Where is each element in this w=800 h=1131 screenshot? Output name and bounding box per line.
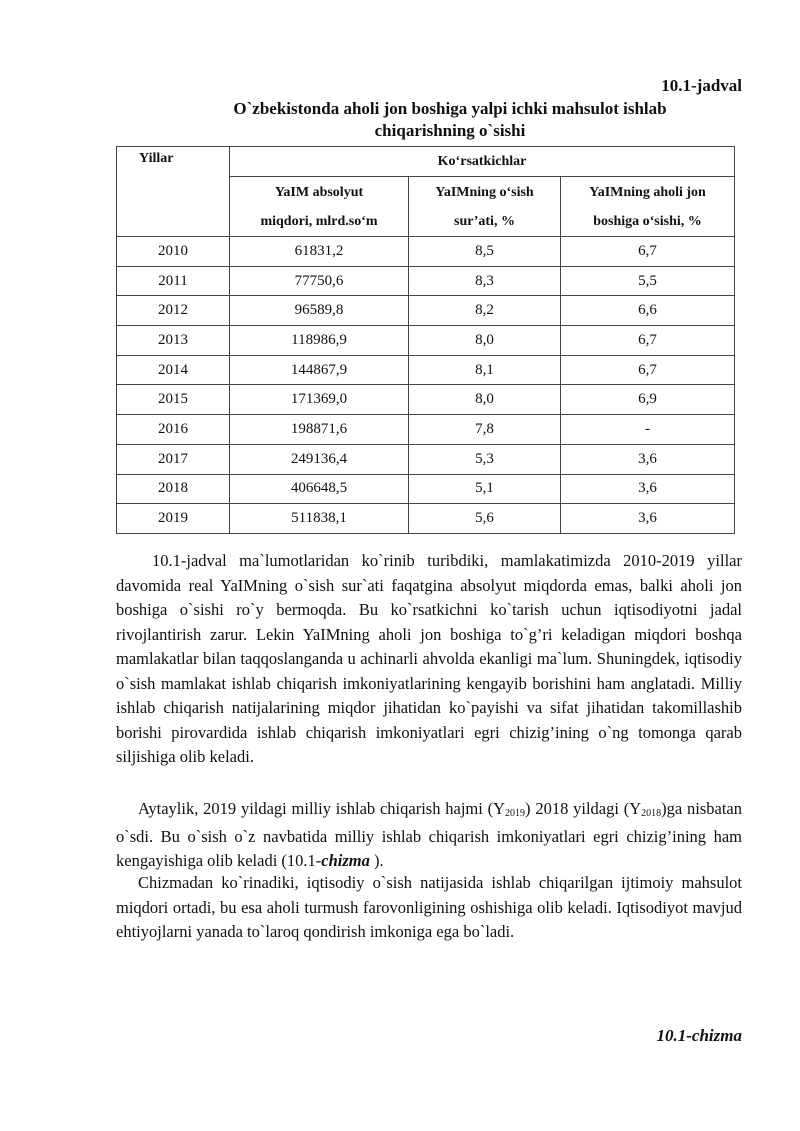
chizma-reference: chizma: [321, 851, 370, 870]
per-capita-cell: 3,6: [561, 474, 735, 504]
year-cell: 2019: [117, 504, 230, 534]
header-indicators: Ko‘rsatkichlar: [230, 147, 735, 177]
growth-cell: 5,6: [409, 504, 561, 534]
subscript-2019: 2019: [505, 808, 526, 819]
table-row: [117, 355, 735, 385]
paragraph-2-part1: Aytaylik, 2019 yildagi milliy ishlab chiqarish hajmi (Y: [138, 799, 506, 818]
per-capita-cell: 6,7: [561, 355, 735, 385]
header-per-capita: [561, 177, 735, 237]
paragraph-2-part2: ) 2018 yildagi (Y: [525, 799, 642, 818]
chizma-label: 10.1-chizma: [656, 1026, 742, 1045]
year-cell: 2012: [117, 296, 230, 326]
abs-cell: 96589,8: [230, 296, 409, 326]
year-cell: 2013: [117, 326, 230, 356]
abs-cell: 77750,6: [230, 266, 409, 296]
growth-cell: 7,8: [409, 415, 561, 445]
table-body: [117, 237, 735, 534]
header-growth-rate: [409, 177, 561, 237]
table-row: [117, 237, 735, 267]
table-row: [117, 385, 735, 415]
abs-cell: 144867,9: [230, 355, 409, 385]
per-capita-cell: -: [561, 415, 735, 445]
header-per-capita-line2: boshiga o‘sishi, %: [593, 213, 702, 229]
abs-cell: 118986,9: [230, 326, 409, 356]
year-cell: 2011: [117, 266, 230, 296]
header-per-capita-line1: YaIMning aholi jon: [589, 184, 706, 200]
paragraph-2-part4: ).: [369, 851, 384, 870]
abs-cell: 171369,0: [230, 385, 409, 415]
table-row: [117, 504, 735, 534]
growth-cell: 5,1: [409, 474, 561, 504]
header-absolute-line1: YaIM absolyut: [274, 184, 364, 200]
per-capita-cell: 6,6: [561, 296, 735, 326]
growth-cell: 5,3: [409, 444, 561, 474]
growth-cell: 8,2: [409, 296, 561, 326]
year-cell: 2016: [117, 415, 230, 445]
abs-cell: 198871,6: [230, 415, 409, 445]
header-absolute: [230, 177, 409, 237]
paragraph-2: [116, 797, 742, 874]
paragraph-1: [116, 549, 742, 770]
year-cell: 2018: [117, 474, 230, 504]
paragraph-1-text: 10.1-jadval ma`lumotlaridan ko`rinib turibdiki, mamlakatimizda 2010-2019 yillar davomida real YaIMning o`sish sur`ati faqatgina absolyut miqdorda emas, balki aholi jon boshiga o`sishi ro`y bermoqda. Bu ko`rsatkichni ko`tarish uchun iqtisodiyotni jadal rivojlantirish zarur. Lekin YaIMning aholi jon boshiga to`g’ri keladigan miqdori boshqa mamlakatlar bilan taqqoslanganda u achinarli ahvolda ekanligi ma`lum. Shuningdek, iqtisodiy o`sish mamlakat ishlab chiqarish imkoniyatlarining kengayib borishini ham anglatadi. Milliy ishlab chiqarish natijalarining miqdor jihatidan ko`payishi va sifat jihatidan takomillashib borishi pirovardida ishlab chiqarish imkoniyatlari egri chizig’ining o`ng tomonga qarab siljishiga olib keladi.: [116, 551, 742, 766]
abs-cell: 249136,4: [230, 444, 409, 474]
abs-cell: 61831,2: [230, 237, 409, 267]
growth-cell: 8,1: [409, 355, 561, 385]
growth-cell: 8,0: [409, 385, 561, 415]
year-cell: 2014: [117, 355, 230, 385]
subscript-2018: 2018: [641, 808, 662, 819]
table-row: [117, 444, 735, 474]
header-absolute-line2: miqdori, mlrd.so‘m: [260, 213, 378, 229]
growth-cell: 8,5: [409, 237, 561, 267]
growth-cell: 8,0: [409, 326, 561, 356]
header-growth-line2: sur’ati, %: [454, 213, 515, 229]
per-capita-cell: 3,6: [561, 504, 735, 534]
paragraph-3-text: Chizmadan ko`rinadiki, iqtisodiy o`sish natijasida ishlab chiqarilgan ijtimoiy mahsulot miqdori ortadi, bu esa aholi turmush farovonligining oshishiga olib keladi. Iqtisodiyot mavjud ehtiyojlarni yanada to`laroq qondirish imkoniga ega bo`ladi.: [116, 873, 742, 941]
table-row: [117, 474, 735, 504]
growth-cell: 8,3: [409, 266, 561, 296]
per-capita-cell: 6,7: [561, 237, 735, 267]
year-cell: 2010: [117, 237, 230, 267]
per-capita-cell: 3,6: [561, 444, 735, 474]
year-cell: 2015: [117, 385, 230, 415]
per-capita-cell: 5,5: [561, 266, 735, 296]
paragraph-2-part3: )ga nisbatan o`sdi. Bu o`sish o`z navbatida milliy ishlab chiqarish imkoniyatlari egri chizig’ining ham kengayishiga olib keladi (10.1-: [116, 799, 742, 870]
table-title: O`zbekistonda aholi jon boshiga yalpi ichki mahsulot ishlab chiqarishning o`sishi: [233, 99, 667, 140]
paragraph-3: [116, 871, 742, 945]
table-row: [117, 415, 735, 445]
header-years: Yillar: [117, 147, 230, 237]
abs-cell: 511838,1: [230, 504, 409, 534]
gdp-table: [116, 146, 735, 534]
table-row: [117, 326, 735, 356]
year-cell: 2017: [117, 444, 230, 474]
table-row: [117, 266, 735, 296]
header-growth-line1: YaIMning o‘sish: [435, 184, 534, 200]
table-label: 10.1-jadval: [661, 76, 742, 95]
table-row: [117, 296, 735, 326]
abs-cell: 406648,5: [230, 474, 409, 504]
per-capita-cell: 6,9: [561, 385, 735, 415]
per-capita-cell: 6,7: [561, 326, 735, 356]
